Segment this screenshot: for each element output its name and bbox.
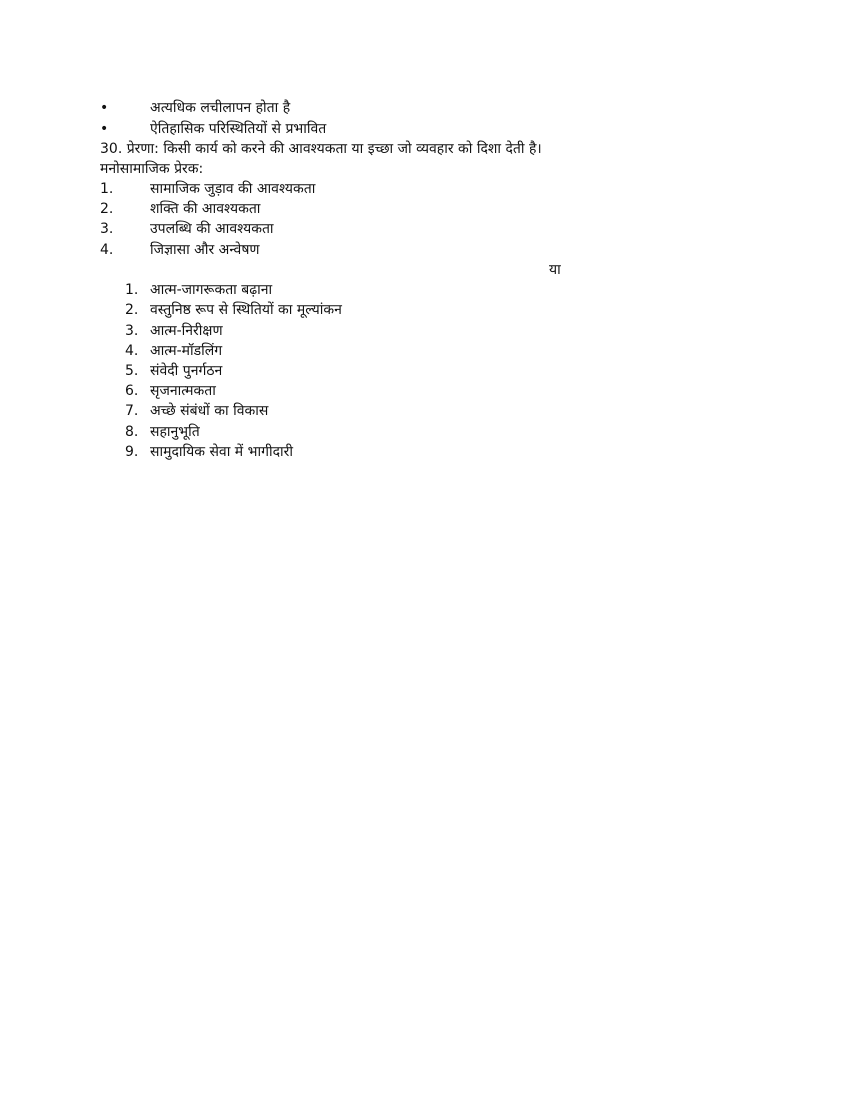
psychosocial-motives-heading: मनोसामाजिक प्रेरक: [100, 161, 204, 177]
alt-list-text: सृजनात्मकता [150, 383, 216, 399]
or-label: या [549, 262, 561, 278]
alt-list-number: 4. [125, 343, 139, 359]
alt-list-text: आत्म-मॉडलिंग [150, 343, 223, 359]
list-text: जिज्ञासा और अन्वेषण [150, 242, 260, 258]
alt-list-text: अच्छे संबंधों का विकास [150, 403, 269, 419]
alt-list-number: 2. [125, 302, 139, 318]
list-number: 2. [100, 201, 114, 217]
alt-list-text: वस्तुनिष्ठ रूप से स्थितियों का मूल्यांकन [150, 302, 342, 318]
alt-list-number: 1. [125, 282, 139, 298]
list-text: सामाजिक जुड़ाव की आवश्यकता [150, 181, 316, 197]
alt-list-number: 7. [125, 403, 139, 419]
bullet-marker: • [100, 100, 109, 116]
alt-list-text: सामुदायिक सेवा में भागीदारी [150, 444, 294, 460]
alt-list-text: संवेदी पुनर्गठन [150, 363, 223, 379]
list-text: शक्ति की आवश्यकता [150, 201, 261, 217]
list-text: उपलब्धि की आवश्यकता [150, 221, 274, 237]
bullet-text: अत्यधिक लचीलापन होता है [150, 100, 291, 116]
alt-list-number: 5. [125, 363, 139, 379]
bullet-text: ऐतिहासिक परिस्थितियों से प्रभावित [150, 121, 327, 137]
alt-list-text: आत्म-निरीक्षण [150, 323, 223, 339]
alt-list-text: सहानुभूति [150, 424, 200, 440]
bullet-marker: • [100, 121, 109, 137]
alt-list-number: 3. [125, 323, 139, 339]
alt-list-number: 9. [125, 444, 139, 460]
list-number: 3. [100, 221, 114, 237]
alt-list-text: आत्म-जागरूकता बढ़ाना [150, 282, 273, 298]
list-number: 4. [100, 242, 114, 258]
alt-list-number: 8. [125, 424, 139, 440]
list-number: 1. [100, 181, 114, 197]
alt-list-number: 6. [125, 383, 139, 399]
question-30-definition: 30. प्रेरणा: किसी कार्य को करने की आवश्यकता या इच्छा जो व्यवहार को दिशा देती है। [100, 141, 542, 157]
